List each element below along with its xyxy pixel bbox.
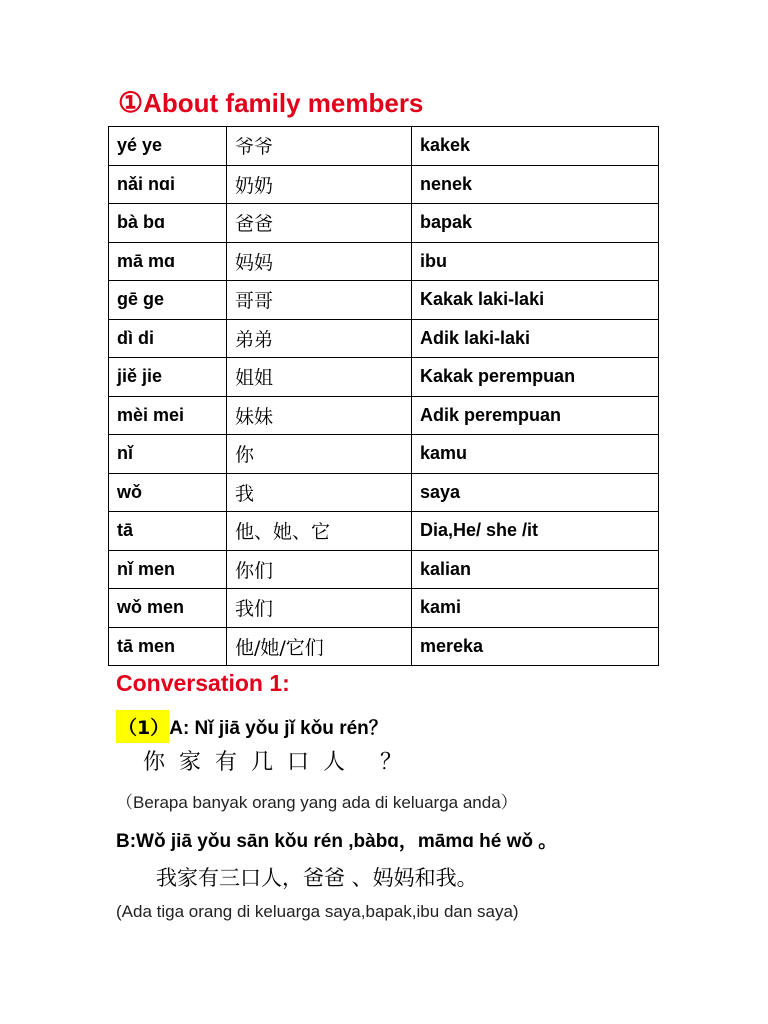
table-row <box>109 127 659 166</box>
hanzi-cell: 他/她/它们 <box>227 627 412 666</box>
meaning-cell: kalian <box>412 550 659 589</box>
meaning-cell: ibu <box>412 242 659 281</box>
meaning-cell: Dia,He/ she /it <box>412 512 659 551</box>
answer-pinyin: B:Wǒ jiā yǒu sān kǒu rén ,bàbɑ，māmɑ hé wǒ 。 <box>116 831 558 852</box>
hanzi-cell: 你 <box>227 435 412 474</box>
pinyin-cell: nǐ <box>109 435 227 474</box>
pinyin-cell: jiě jie <box>109 358 227 397</box>
hanzi-cell: 妈妈 <box>227 242 412 281</box>
pinyin-cell: dì di <box>109 319 227 358</box>
pinyin-cell: wǒ <box>109 473 227 512</box>
hanzi-cell: 妹妹 <box>227 396 412 435</box>
hanzi-cell: 哥哥 <box>227 281 412 320</box>
hanzi-cell: 爸爸 <box>227 204 412 243</box>
pinyin-cell: yé ye <box>109 127 227 166</box>
meaning-cell: nenek <box>412 165 659 204</box>
section-title-text: About family members <box>143 88 424 118</box>
table-row <box>109 281 659 320</box>
hanzi-cell: 你们 <box>227 550 412 589</box>
meaning-cell: kami <box>412 589 659 628</box>
hanzi-cell: 我们 <box>227 589 412 628</box>
question-pinyin: A: Nǐ jiā yǒu jǐ kǒu rén？ <box>169 718 388 739</box>
table-row <box>109 204 659 243</box>
meaning-cell: mereka <box>412 627 659 666</box>
section-title <box>118 86 423 119</box>
hanzi-cell: 我 <box>227 473 412 512</box>
meaning-cell: Kakak perempuan <box>412 358 659 397</box>
table-row <box>109 396 659 435</box>
section-number: ① <box>118 87 144 118</box>
table-row <box>109 358 659 397</box>
pinyin-cell: nǎi nɑi <box>109 165 227 204</box>
meaning-cell: kakek <box>412 127 659 166</box>
question-translation: （Berapa banyak orang yang ada di keluarga anda） <box>116 793 518 812</box>
hanzi-cell: 姐姐 <box>227 358 412 397</box>
table-row <box>109 242 659 281</box>
table-row <box>109 550 659 589</box>
meaning-cell: Adik laki-laki <box>412 319 659 358</box>
hanzi-cell: 他、她、它 <box>227 512 412 551</box>
meaning-cell: Adik perempuan <box>412 396 659 435</box>
pinyin-cell: tā men <box>109 627 227 666</box>
pinyin-cell: bà bɑ <box>109 204 227 243</box>
table-row <box>109 627 659 666</box>
pinyin-cell: nǐ men <box>109 550 227 589</box>
conversation-title: Conversation 1: <box>116 670 290 696</box>
highlighted-number: （1） <box>116 710 169 743</box>
question-hanzi: 你家有几口人 ？ <box>143 750 416 775</box>
hanzi-cell: 奶奶 <box>227 165 412 204</box>
meaning-cell: saya <box>412 473 659 512</box>
hanzi-cell: 弟弟 <box>227 319 412 358</box>
answer-hanzi: 我家有三口人，爸爸 、妈妈和我。 <box>156 866 478 890</box>
pinyin-cell: gē ge <box>109 281 227 320</box>
pinyin-cell: tā <box>109 512 227 551</box>
table-row <box>109 512 659 551</box>
pinyin-cell: wǒ men <box>109 589 227 628</box>
answer-translation: (Ada tiga orang di keluarga saya,bapak,ibu dan saya) <box>116 902 519 921</box>
vocabulary-table <box>108 126 659 666</box>
table-row <box>109 589 659 628</box>
meaning-cell: Kakak laki-laki <box>412 281 659 320</box>
meaning-cell: kamu <box>412 435 659 474</box>
meaning-cell: bapak <box>412 204 659 243</box>
table-row <box>109 319 659 358</box>
table-row <box>109 473 659 512</box>
pinyin-cell: mā mɑ <box>109 242 227 281</box>
table-row <box>109 165 659 204</box>
hanzi-cell: 爷爷 <box>227 127 412 166</box>
line-a <box>116 710 388 743</box>
table-row <box>109 435 659 474</box>
pinyin-cell: mèi mei <box>109 396 227 435</box>
